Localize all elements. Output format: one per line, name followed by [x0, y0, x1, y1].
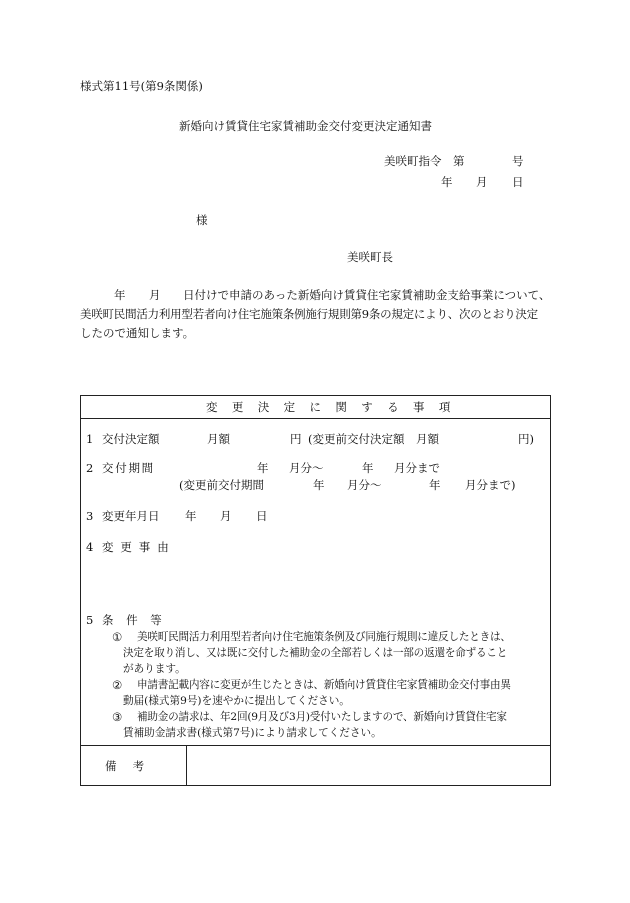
- item3-month: 月: [220, 509, 232, 523]
- recipient-suffix: 様: [196, 213, 208, 227]
- body-line-3: したので通知します。: [80, 326, 195, 340]
- table-header: 変更決定に関する事項: [206, 400, 465, 414]
- table-remarks-divider: [81, 745, 550, 746]
- document-title: 新婚向け賃貸住宅家賃補助金交付変更決定通知書: [179, 119, 432, 133]
- decision-table: [80, 395, 551, 786]
- body-year: 年: [114, 288, 126, 302]
- item1-previous: (変更前交付決定額 月額: [308, 432, 439, 446]
- remarks-field[interactable]: [191, 751, 543, 781]
- condition1-line3: があります。: [123, 663, 186, 675]
- condition2-mark: ②: [112, 678, 123, 692]
- condition2-line1: 申請書記載内容に変更が生じたときは、新婚向け賃貸住宅家賃補助金交付事由異: [137, 679, 511, 691]
- item2-previous-year-from: 年: [313, 478, 325, 492]
- item2-to: 月分まで: [394, 461, 440, 475]
- item1-yen: 円: [290, 432, 302, 446]
- item4-number: 4: [86, 540, 94, 554]
- item1-monthly: 月額: [207, 432, 230, 446]
- item5-number: 5: [86, 613, 94, 627]
- condition3-line2: 賃補助金請求書(様式第7号)により請求してください。: [123, 727, 382, 739]
- item2-year-to: 年: [362, 461, 374, 475]
- item1-label: 交付決定額: [102, 432, 160, 446]
- issue-day: 日: [512, 175, 524, 189]
- item2-number: 2: [86, 461, 94, 475]
- item2-previous-to: 月分まで): [465, 478, 516, 492]
- condition1-line1: 美咲町民間活力利用型若者向け住宅施策条例及び同施行規則に違反したときは、: [137, 631, 511, 643]
- item3-label: 変更年月日: [102, 509, 160, 523]
- condition3-line1: 補助金の請求は、年2回(9月及び3月)受付いたしますので、新婚向け賃貸住宅家: [137, 711, 507, 723]
- item2-label: 交付期間: [102, 461, 155, 475]
- item5-label: 条件等: [102, 613, 175, 627]
- item2-from: 月分～: [289, 461, 324, 475]
- condition3-mark: ③: [112, 710, 123, 724]
- reference-suffix: 号: [512, 154, 524, 168]
- remarks-column-divider: [186, 745, 187, 785]
- item3-number: 3: [86, 509, 94, 523]
- body-line-1: 日付けで申請のあった新婚向け賃貸住宅家賃補助金支給事業について、: [183, 288, 551, 302]
- issuer: 美咲町長: [347, 250, 393, 264]
- issue-year: 年: [441, 175, 453, 189]
- item2-previous-from: 月分～: [347, 478, 382, 492]
- item2-previous-label: (変更前交付期間: [179, 478, 264, 492]
- item3-day: 日: [256, 509, 268, 523]
- body-line-2: 美咲町民間活力利用型若者向け住宅施策条例施行規則第9条の規定により、次のとおり決定: [80, 307, 538, 321]
- reference-prefix: 美咲町指令 第: [384, 154, 465, 168]
- condition1-line2: 決定を取り消し、又は既に交付した補助金の全部若しくは一部の返還を命ずること: [123, 647, 508, 659]
- condition2-line2: 動届(様式第9号)を速やかに提出してください。: [123, 695, 350, 707]
- form-number: 様式第11号(第9条関係): [80, 79, 203, 93]
- issue-month: 月: [476, 175, 488, 189]
- item1-number: 1: [86, 432, 94, 446]
- item2-previous-year-to: 年: [429, 478, 441, 492]
- remarks-label: 備考: [105, 759, 161, 773]
- item4-label: 変更事由: [102, 540, 176, 554]
- table-header-divider: [81, 418, 550, 419]
- item3-year: 年: [185, 509, 197, 523]
- item1-previous-yen: 円): [518, 432, 534, 446]
- body-month: 月: [149, 288, 161, 302]
- condition1-mark: ①: [112, 630, 123, 644]
- item2-year-from: 年: [257, 461, 269, 475]
